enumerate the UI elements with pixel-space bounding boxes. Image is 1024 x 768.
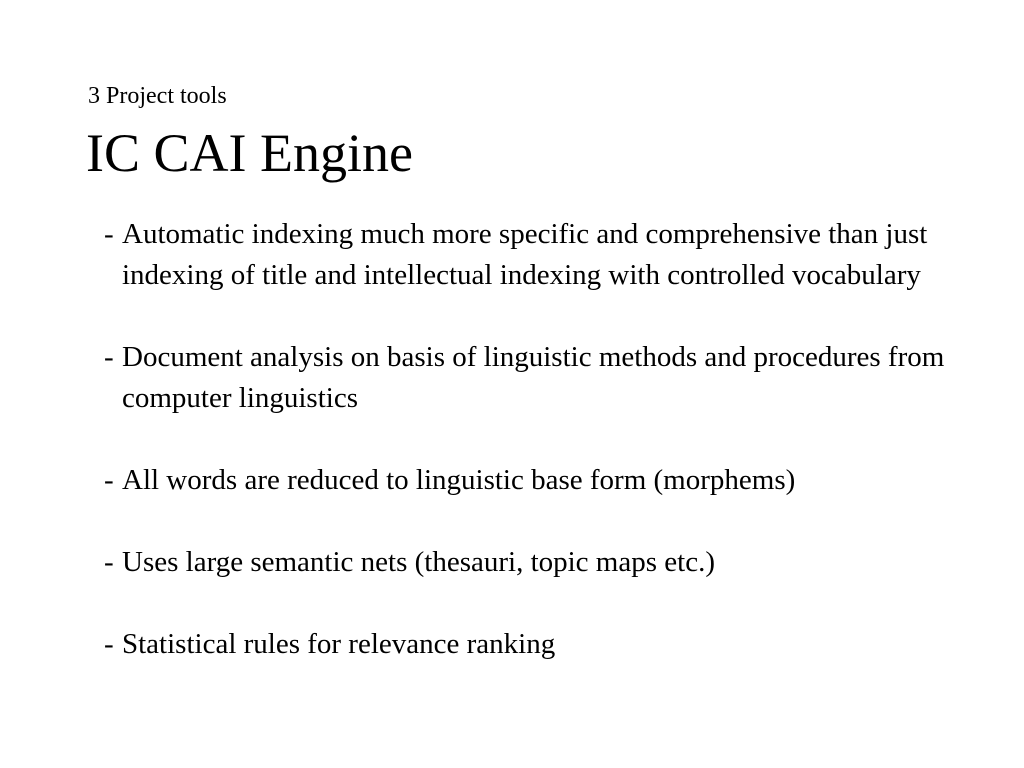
- bullet-text: Uses large semantic nets (thesauri, topic maps etc.): [122, 546, 715, 578]
- bullet-item-automatic-indexing: [104, 214, 1004, 296]
- bullet-marker: -: [104, 628, 114, 660]
- bullet-item-semantic-nets: [104, 542, 1004, 583]
- slide-subtitle: 3 Project tools: [88, 83, 227, 109]
- bullet-list: [104, 214, 1004, 706]
- bullet-item-document-analysis: [104, 337, 1004, 419]
- bullet-item-base-form: [104, 460, 1004, 501]
- bullet-text: Document analysis on basis of linguistic methods and procedures from computer linguistics: [122, 341, 945, 414]
- bullet-marker: -: [104, 464, 114, 496]
- slide-title: IC CAI Engine: [86, 123, 413, 183]
- bullet-marker: -: [104, 341, 114, 373]
- bullet-text: Statistical rules for relevance ranking: [122, 628, 556, 660]
- bullet-text: Automatic indexing much more specific and comprehensive than just indexing of title and intellectual indexing with controlled vocabulary: [122, 218, 928, 291]
- bullet-text: All words are reduced to linguistic base form (morphems): [122, 464, 796, 496]
- bullet-marker: -: [104, 218, 114, 250]
- bullet-item-relevance-ranking: [104, 624, 1004, 665]
- bullet-marker: -: [104, 546, 114, 578]
